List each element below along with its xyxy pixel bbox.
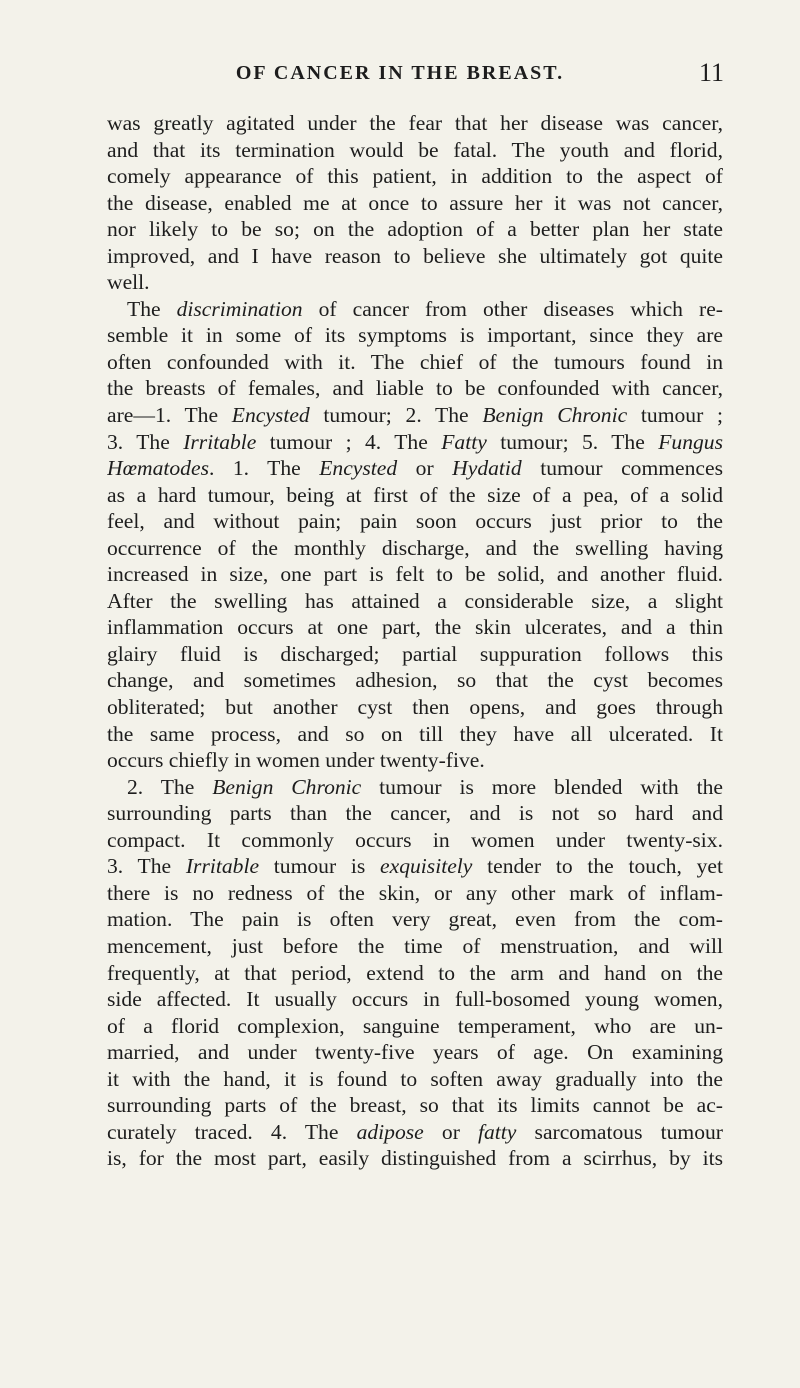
italic-term: Benign Chronic: [482, 403, 628, 428]
text-line: [107, 1119, 723, 1146]
text-segment: tumour is: [259, 854, 381, 879]
text-segment: improved, and I have reason to believe she ultimately got quite: [107, 243, 723, 268]
text-segment: married, and under twenty-five years of age. On examining: [107, 1040, 723, 1065]
text-segment: sarcomatous tumour: [516, 1119, 723, 1144]
text-segment: tumour commences: [521, 456, 723, 481]
text-segment: tumour ;: [627, 403, 723, 428]
text-segment: change, and sometimes adhesion, so that the cyst becomes: [107, 668, 723, 693]
text-line: [107, 827, 723, 854]
text-line: [107, 402, 723, 429]
text-segment: or: [423, 1119, 479, 1144]
text-segment: are—1. The: [107, 403, 232, 428]
italic-term: Encysted: [319, 456, 398, 481]
text-segment: and that its termination would be fatal. The youth and florid,: [107, 137, 723, 162]
text-line: [107, 508, 723, 535]
text-segment: compact. It commonly occurs in women under twenty-six.: [107, 827, 723, 852]
italic-term: Benign Chronic: [212, 774, 362, 799]
text-line: [107, 535, 723, 562]
text-segment: tumour ; 4. The: [256, 429, 442, 454]
text-segment: curately traced. 4. The: [107, 1119, 357, 1144]
text-segment: or: [397, 456, 453, 481]
text-segment: occurs chiefly in women under twenty-five.: [107, 748, 485, 773]
italic-term: Fungus: [658, 429, 723, 454]
text-segment: there is no redness of the skin, or any other mark of inflam-: [107, 880, 723, 905]
text-line: [107, 375, 723, 402]
text-segment: . 1. The: [208, 456, 320, 481]
text-line: [107, 1092, 723, 1119]
page-header: [0, 58, 800, 96]
text-segment: 3. The: [107, 854, 186, 879]
text-line: [107, 800, 723, 827]
text-line: [107, 721, 723, 748]
text-line: [107, 747, 723, 774]
text-line: [107, 243, 723, 270]
text-line: [107, 322, 723, 349]
text-line: [107, 1013, 723, 1040]
page-number: 11: [698, 58, 724, 87]
text-segment: nor likely to be so; on the adoption of a better plan her state: [107, 217, 723, 242]
italic-term: Irritable: [185, 854, 260, 879]
italic-term: Hœmatodes: [107, 456, 209, 481]
text-segment: of a florid complexion, sanguine temperament, who are un-: [107, 1013, 723, 1038]
text-segment: tumour; 2. The: [309, 403, 483, 428]
text-line: [107, 296, 723, 323]
italic-term: fatty: [478, 1119, 517, 1144]
italic-term: Hydatid: [452, 456, 522, 481]
text-line: [107, 561, 723, 588]
text-segment: frequently, at that period, extend to the arm and hand on the: [107, 960, 723, 985]
italic-term: Encysted: [231, 403, 310, 428]
text-segment: semble it in some of its symptoms is important, since they are: [107, 323, 723, 348]
text-line: [107, 1145, 723, 1172]
text-segment: often confounded with it. The chief of the tumours found in: [107, 349, 723, 374]
text-line: [107, 455, 723, 482]
text-segment: 2. The: [127, 774, 213, 799]
text-line: [107, 163, 723, 190]
text-line: [107, 667, 723, 694]
text-line: [107, 880, 723, 907]
text-segment: The: [127, 296, 177, 321]
text-segment: tumour; 5. The: [486, 429, 659, 454]
italic-term: Fatty: [441, 429, 487, 454]
text-line: [107, 349, 723, 376]
text-segment: comely appearance of this patient, in addition to the aspect of: [107, 164, 723, 189]
text-segment: obliterated; but another cyst then opens, and goes through: [107, 695, 723, 720]
text-line: [107, 614, 723, 641]
text-line: [107, 1066, 723, 1093]
text-segment: the same process, and so on till they have all ulcerated. It: [107, 721, 723, 746]
text-line: [107, 774, 723, 801]
italic-term: adipose: [356, 1119, 424, 1144]
text-segment: tumour is more blended with the: [361, 774, 723, 799]
text-line: [107, 933, 723, 960]
text-line: [107, 694, 723, 721]
italic-term: discrimination: [176, 296, 303, 321]
text-segment: occurrence of the monthly discharge, and the swelling having: [107, 535, 723, 560]
text-segment: the disease, enabled me at once to assure her it was not cancer,: [107, 190, 723, 215]
text-segment: 3. The: [107, 429, 184, 454]
text-segment: mation. The pain is often very great, even from the com-: [107, 907, 723, 932]
text-line: [107, 588, 723, 615]
text-segment: was greatly agitated under the fear that her disease was cancer,: [107, 111, 723, 135]
text-segment: inflammation occurs at one part, the skin ulcerates, and a thin: [107, 615, 723, 640]
text-line: [107, 960, 723, 987]
text-segment: it with the hand, it is found to soften away gradually into the: [107, 1066, 723, 1091]
text-segment: is, for the most part, easily distinguished from a scirrhus, by its: [107, 1146, 723, 1171]
text-segment: After the swelling has attained a considerable size, a slight: [107, 588, 723, 613]
body-text: [107, 110, 723, 1172]
text-line: [107, 110, 723, 137]
text-segment: side affected. It usually occurs in full-bosomed young women,: [107, 987, 723, 1012]
text-segment: the breasts of females, and liable to be confounded with cancer,: [107, 376, 723, 401]
text-line: [107, 482, 723, 509]
text-segment: glairy fluid is discharged; partial suppuration follows this: [107, 641, 723, 666]
text-line: [107, 1039, 723, 1066]
text-segment: surrounding parts than the cancer, and is not so hard and: [107, 801, 723, 826]
text-segment: increased in size, one part is felt to be solid, and another fluid.: [107, 562, 723, 587]
text-segment: feel, and without pain; pain soon occurs just prior to the: [107, 509, 723, 534]
text-segment: well.: [107, 270, 150, 295]
italic-term: exquisitely: [380, 854, 473, 879]
text-line: [107, 641, 723, 668]
italic-term: Irritable: [183, 429, 257, 454]
text-line: [107, 137, 723, 164]
text-line: [107, 190, 723, 217]
text-line: [107, 906, 723, 933]
text-line: [107, 853, 723, 880]
text-line: [107, 269, 723, 296]
text-segment: as a hard tumour, being at first of the size of a pea, of a solid: [107, 482, 723, 507]
text-segment: surrounding parts of the breast, so that its limits cannot be ac-: [107, 1093, 723, 1118]
text-segment: of cancer from other diseases which re-: [302, 296, 723, 321]
text-segment: mencement, just before the time of menstruation, and will: [107, 933, 723, 958]
running-title: OF CANCER IN THE BREAST.: [235, 62, 565, 84]
text-line: [107, 429, 723, 456]
text-segment: tender to the touch, yet: [472, 854, 723, 879]
text-line: [107, 216, 723, 243]
text-line: [107, 986, 723, 1013]
